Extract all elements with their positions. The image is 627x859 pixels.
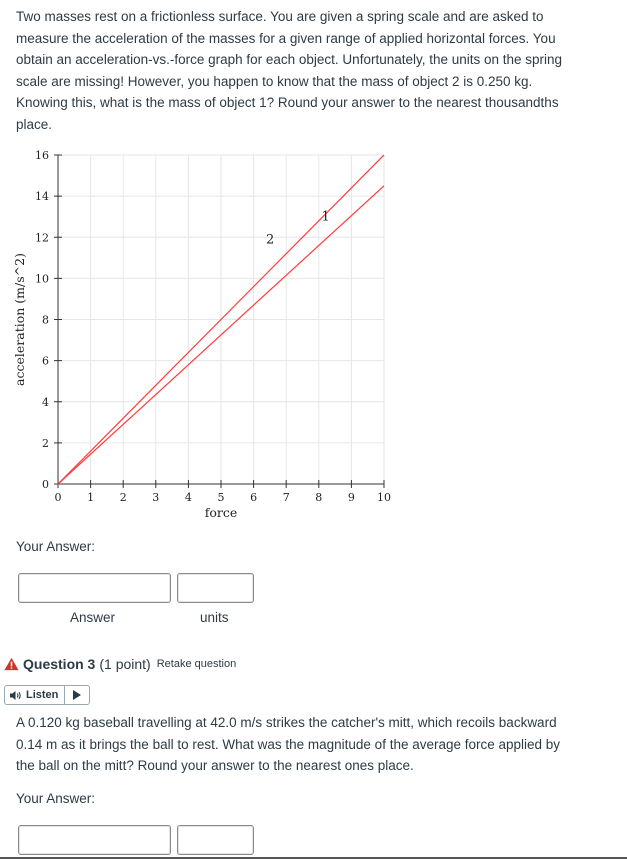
x-tick-label: 7 <box>282 491 290 504</box>
y-tick-label: 10 <box>35 272 49 286</box>
question-2-text: Two masses rest on a frictionless surface. You are given a spring scale and are asked to measure the acceleration of the masses for a given range of applied horizontal forces. You obtain an acceleration-vs.-force graph for each object. Unfortunately, the units on the spring scale are missing! However, you happen to know that the mass of object 2 is 0.250 kg. Knowing this, what is the mass of object 1? Round your answer to the nearest thousandths place. <box>16 9 563 132</box>
y-tick-label: 0 <box>42 478 49 491</box>
question-3-text: A 0.120 kg baseball travelling at 42.0 m/s strikes the catcher's mitt, which recoils backward 0.14 m as it brings the ball to rest. What was the magnitude of the average force applied by the ball on the mitt? Round your answer to the nearest ones place. <box>16 715 561 773</box>
series-label-1: 1 <box>321 209 330 225</box>
q2-units-input[interactable] <box>177 573 254 603</box>
listen-label: Listen <box>26 689 59 701</box>
x-tick-label: 1 <box>87 491 95 504</box>
x-tick-label: 4 <box>184 491 192 504</box>
x-tick-label: 2 <box>119 491 127 504</box>
y-tick-label: 16 <box>35 149 49 162</box>
x-tick-label: 9 <box>347 491 355 504</box>
q3-answer-input[interactable] <box>18 825 171 855</box>
y-tick-label: 12 <box>35 231 49 245</box>
series-label-2: 2 <box>266 232 275 248</box>
x-tick-label: 5 <box>217 491 225 504</box>
q2-units-caption: units <box>200 610 229 625</box>
q3-your-answer-label: Your Answer: <box>16 791 96 806</box>
y-tick-label: 4 <box>42 395 49 409</box>
chart-labels <box>12 210 330 520</box>
retake-question-link[interactable]: Retake question <box>156 658 237 670</box>
x-tick-label: 10 <box>377 491 391 504</box>
y-tick-label: 8 <box>42 313 49 327</box>
x-tick-label: 8 <box>315 491 323 504</box>
x-tick-label: 6 <box>250 491 258 504</box>
question-3-points: (1 point) <box>99 656 151 672</box>
warning-triangle-icon <box>4 657 19 671</box>
q2-answer-input[interactable] <box>18 573 171 603</box>
q3-units-input[interactable] <box>177 825 254 855</box>
play-button[interactable] <box>64 686 89 704</box>
q2-answer-caption: Answer <box>70 610 116 625</box>
y-tick-label: 2 <box>42 436 49 450</box>
q2-your-answer-label: Your Answer: <box>16 539 96 554</box>
x-tick-label: 0 <box>54 491 62 504</box>
y-tick-label: 6 <box>42 354 49 368</box>
x-axis-label: force <box>204 505 238 520</box>
question-3-heading <box>4 656 236 672</box>
y-tick-label: 14 <box>35 190 49 204</box>
speaker-icon <box>9 690 23 701</box>
x-tick-label: 3 <box>152 491 160 504</box>
acceleration-force-chart <box>0 140 420 525</box>
listen-button[interactable] <box>4 685 90 705</box>
y-axis-label: acceleration (m/s^2) <box>12 253 27 386</box>
question-3-title: Question 3 <box>23 656 96 672</box>
listen-button-main <box>5 686 64 704</box>
play-icon <box>73 690 81 700</box>
